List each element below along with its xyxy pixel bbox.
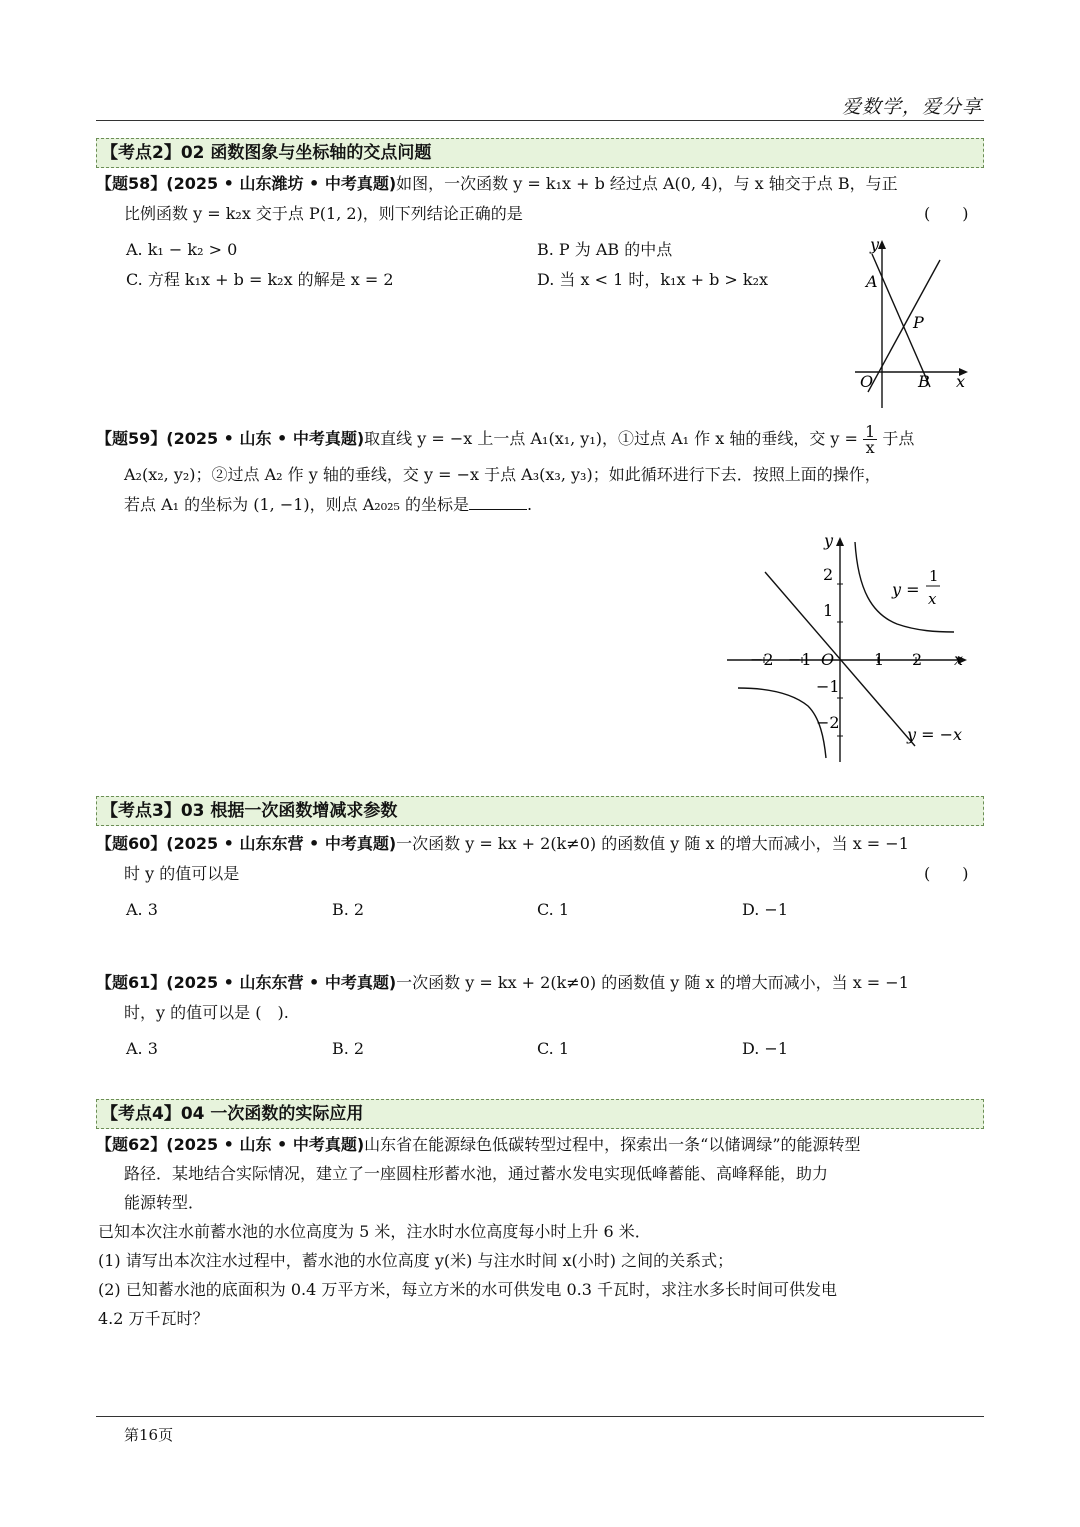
q59-label-o: O (821, 650, 835, 669)
q61-head: 【题61】(2025 • 山东东营 • 中考真题) (96, 973, 397, 992)
q59-answer-blank (469, 509, 527, 510)
q59-hyperbola-num: 1 (929, 567, 939, 585)
q60-option-b: B. 2 (332, 900, 365, 919)
q59-tick-label-x2: 2 (912, 650, 923, 669)
q61-text1: 一次函数 y = kx + 2(k≠0) 的函数值 y 随 x 的增大而减小，当 x = −1 (396, 973, 909, 992)
footer-rule (96, 1416, 984, 1417)
q62-part2: (2) 已知蓄水池的底面积为 0.4 万平方米，每立方米的水可供发电 0.3 千瓦时，求注水多长时间可供发电 (98, 1280, 837, 1299)
q59-hyperbola-q3 (738, 688, 826, 758)
q58-line1 (96, 173, 898, 195)
q59-text1a: 取直线 y = −x 上一点 A₁(x₁, y₁)，①过点 A₁ 作 x 轴的垂线，交 y = (364, 429, 858, 448)
q58-head: 【题58】(2025 • 山东潍坊 • 中考真题) (96, 174, 397, 193)
q61-line2: 时，y 的值可以是 ( ). (124, 1003, 289, 1022)
q59-y-arrow (836, 537, 844, 546)
q59-hyperbola-label: y = (892, 580, 920, 599)
q58-label-b: B (918, 372, 930, 391)
q59-text3: 若点 A₁ 的坐标为 (1, −1)，则点 A₂₀₂₅ 的坐标是 (124, 495, 470, 514)
q62-line4: 已知本次注水前蓄水池的水位高度为 5 米，注水时水位高度每小时上升 6 米． (98, 1222, 651, 1241)
q59-line2: A₂(x₂, y₂)；②过点 A₂ 作 y 轴的垂线，交 y = −x 于点 A₃(x₃, y₃)；如此循环进行下去．按照上面的操作， (124, 465, 881, 484)
q60-option-d: D. −1 (742, 900, 789, 919)
q61-option-d: D. −1 (742, 1039, 789, 1058)
section-title-4: 【考点4】04 一次函数的实际应用 (96, 1099, 984, 1129)
q62-line2: 路径．某地结合实际情况，建立了一座圆柱形蓄水池，通过蓄水发电实现低峰蓄能、高峰释能，助力 (124, 1164, 829, 1183)
page-number: 第16页 (124, 1426, 174, 1444)
q58-y-arrow (878, 240, 886, 249)
q62-head: 【题62】(2025 • 山东 • 中考真题) (96, 1135, 365, 1154)
q62-part2-cont: 4.2 万千瓦时？ (98, 1309, 209, 1328)
q60-option-c: C. 1 (537, 900, 570, 919)
q59-tick-label-ym2: −2 (816, 713, 840, 732)
q58-label-o: O (860, 372, 874, 391)
section-title-3: 【考点3】03 根据一次函数增减求参数 (96, 796, 984, 826)
q59-tick-label-y1: 1 (823, 601, 834, 620)
q59-line1 (96, 424, 914, 455)
q61-line1 (96, 972, 909, 994)
section-title-2: 【考点2】02 函数图象与坐标轴的交点问题 (96, 138, 984, 168)
q60-line2: 时 y 的值可以是 (124, 864, 240, 883)
q58-answer-paren: ( ) (924, 204, 969, 223)
q60-answer-paren: ( ) (924, 864, 969, 883)
q59-label-x: x (954, 650, 964, 669)
q62-text1: 山东省在能源绿色低碳转型过程中，探索出一条“以储调绿”的能源转型 (364, 1135, 861, 1154)
q58-label-x: x (956, 372, 966, 391)
q58-option-b: B. P 为 AB 的中点 (537, 240, 673, 259)
q58-option-c: C. 方程 k₁x + b = k₂x 的解是 x = 2 (126, 270, 394, 289)
header-slogan: 爱数学，爱分享 (841, 96, 982, 118)
q59-frac-den: x (865, 438, 875, 457)
q61-option-a: A. 3 (126, 1039, 158, 1058)
q59-tick-label-xm1: −1 (788, 650, 812, 669)
q58-graph (850, 232, 980, 410)
header-rule (96, 120, 984, 121)
q59-tick-label-xm2: −2 (750, 650, 774, 669)
q61-option-b: B. 2 (332, 1039, 365, 1058)
q58-option-a: A. k₁ − k₂ > 0 (126, 240, 238, 259)
q60-head: 【题60】(2025 • 山东东营 • 中考真题) (96, 834, 397, 853)
q58-label-p: P (913, 313, 924, 332)
q59-head: 【题59】(2025 • 山东 • 中考真题) (96, 429, 365, 448)
q58-text1: 如图，一次函数 y = k₁x + b 经过点 A(0, 4)，与 x 轴交于点 B，与正 (396, 174, 898, 193)
q59-graph (722, 528, 984, 766)
q59-label-y: y (824, 531, 834, 550)
q59-tick-label-y2: 2 (823, 565, 834, 584)
q59-tick-label-ym1: −1 (816, 677, 840, 696)
q59-text3-end: . (527, 495, 533, 514)
q58-option-d: D. 当 x < 1 时，k₁x + b > k₂x (537, 270, 769, 289)
q60-line1 (96, 833, 909, 855)
q58-label-a: A (866, 272, 878, 291)
q58-label-y: y (870, 235, 880, 254)
q59-line3 (124, 494, 532, 516)
q62-line3: 能源转型． (124, 1193, 205, 1212)
q62-part1: (1) 请写出本次注水过程中，蓄水池的水位高度 y(米) 与注水时间 x(小时) 之间的关系式； (98, 1251, 734, 1270)
q58-line2: 比例函数 y = k₂x 交于点 P(1, 2)，则下列结论正确的是 (124, 204, 523, 223)
q59-hyperbola-den: x (928, 590, 937, 608)
q60-text1: 一次函数 y = kx + 2(k≠0) 的函数值 y 随 x 的增大而减小，当 x = −1 (396, 834, 909, 853)
q61-option-c: C. 1 (537, 1039, 570, 1058)
q59-line-label: y = −x (907, 725, 963, 744)
q59-text1b: 于点 (882, 429, 915, 448)
q59-tick-label-x1: 1 (874, 650, 885, 669)
q59-fraction (863, 424, 877, 455)
q62-line1 (96, 1134, 861, 1156)
q59-frac-num: 1 (865, 422, 876, 441)
q60-option-a: A. 3 (126, 900, 158, 919)
